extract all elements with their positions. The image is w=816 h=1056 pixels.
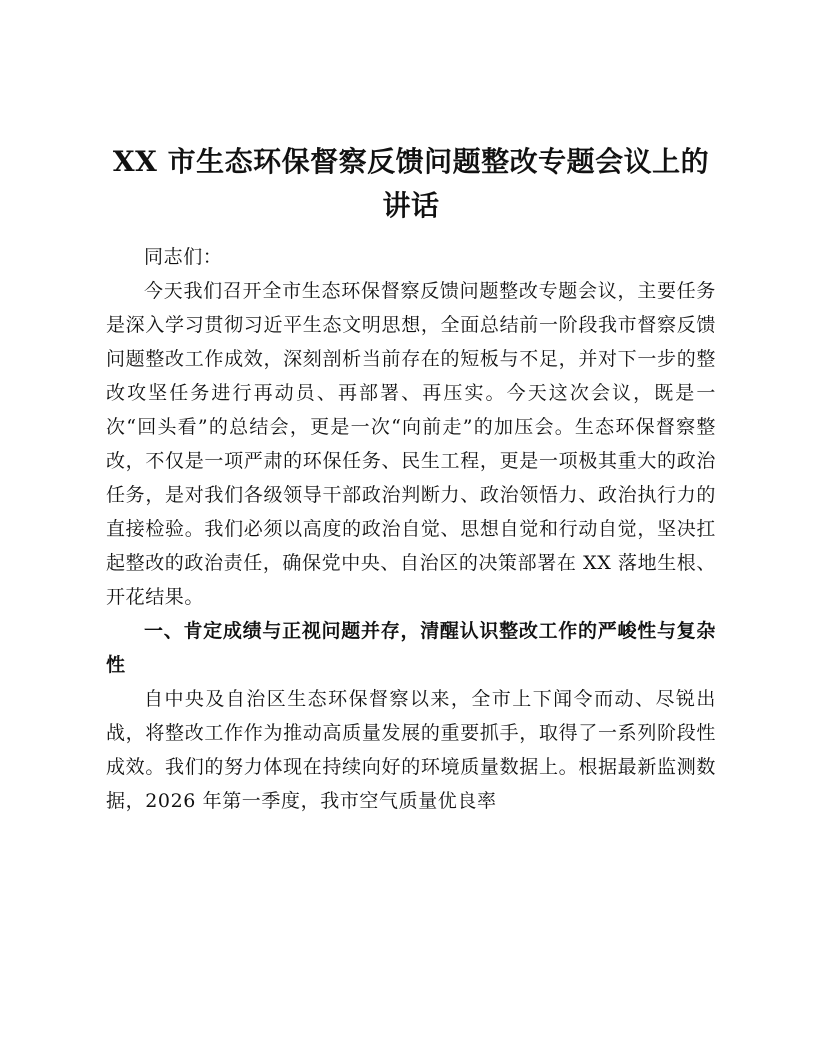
salutation: 同志们： — [144, 246, 223, 268]
document-page — [106, 140, 716, 818]
intro-paragraph: 今天我们召开全市生态环保督察反馈问题整改专题会议，主要任务是深入学习贯彻习近平生态文明思想，全面总结前一阶段我市督察反馈问题整改工作成效，深刻剖析当前存在的短板与不足，并对下一步的整改攻坚任务进行再动员、再部署、再压实。今天这次会议，既是一次“回头看”的总结会，更是一次“向前走”的加压会。生态环保督察整改，不仅是一项严肃的环保任务、民生工程，更是一项极其重大的政治任务，是对我们各级领导干部政治判断力、政治领悟力、政治执行力的直接检验。我们必须以高度的政治自觉、思想自觉和行动自觉，坚决扛起整改的政治责任，确保党中央、自治区的决策部署在 XX 落地生根、开花结果。 — [106, 280, 716, 608]
document-title: XX 市生态环保督察反馈问题整改专题会议上的讲话 — [112, 145, 710, 222]
section-1-paragraph: 自中央及自治区生态环保督察以来，全市上下闻令而动、尽锐出战，将整改工作作为推动高质量发展的重要抓手，取得了一系列阶段性成效。我们的努力体现在持续向好的环境质量数据上。根据最新监测数据，2026 年第一季度，我市空气质量优良率 — [106, 688, 716, 812]
section-heading-1: 一、肯定成绩与正视问题并存，清醒认识整改工作的严峻性与复杂性 — [106, 620, 716, 676]
